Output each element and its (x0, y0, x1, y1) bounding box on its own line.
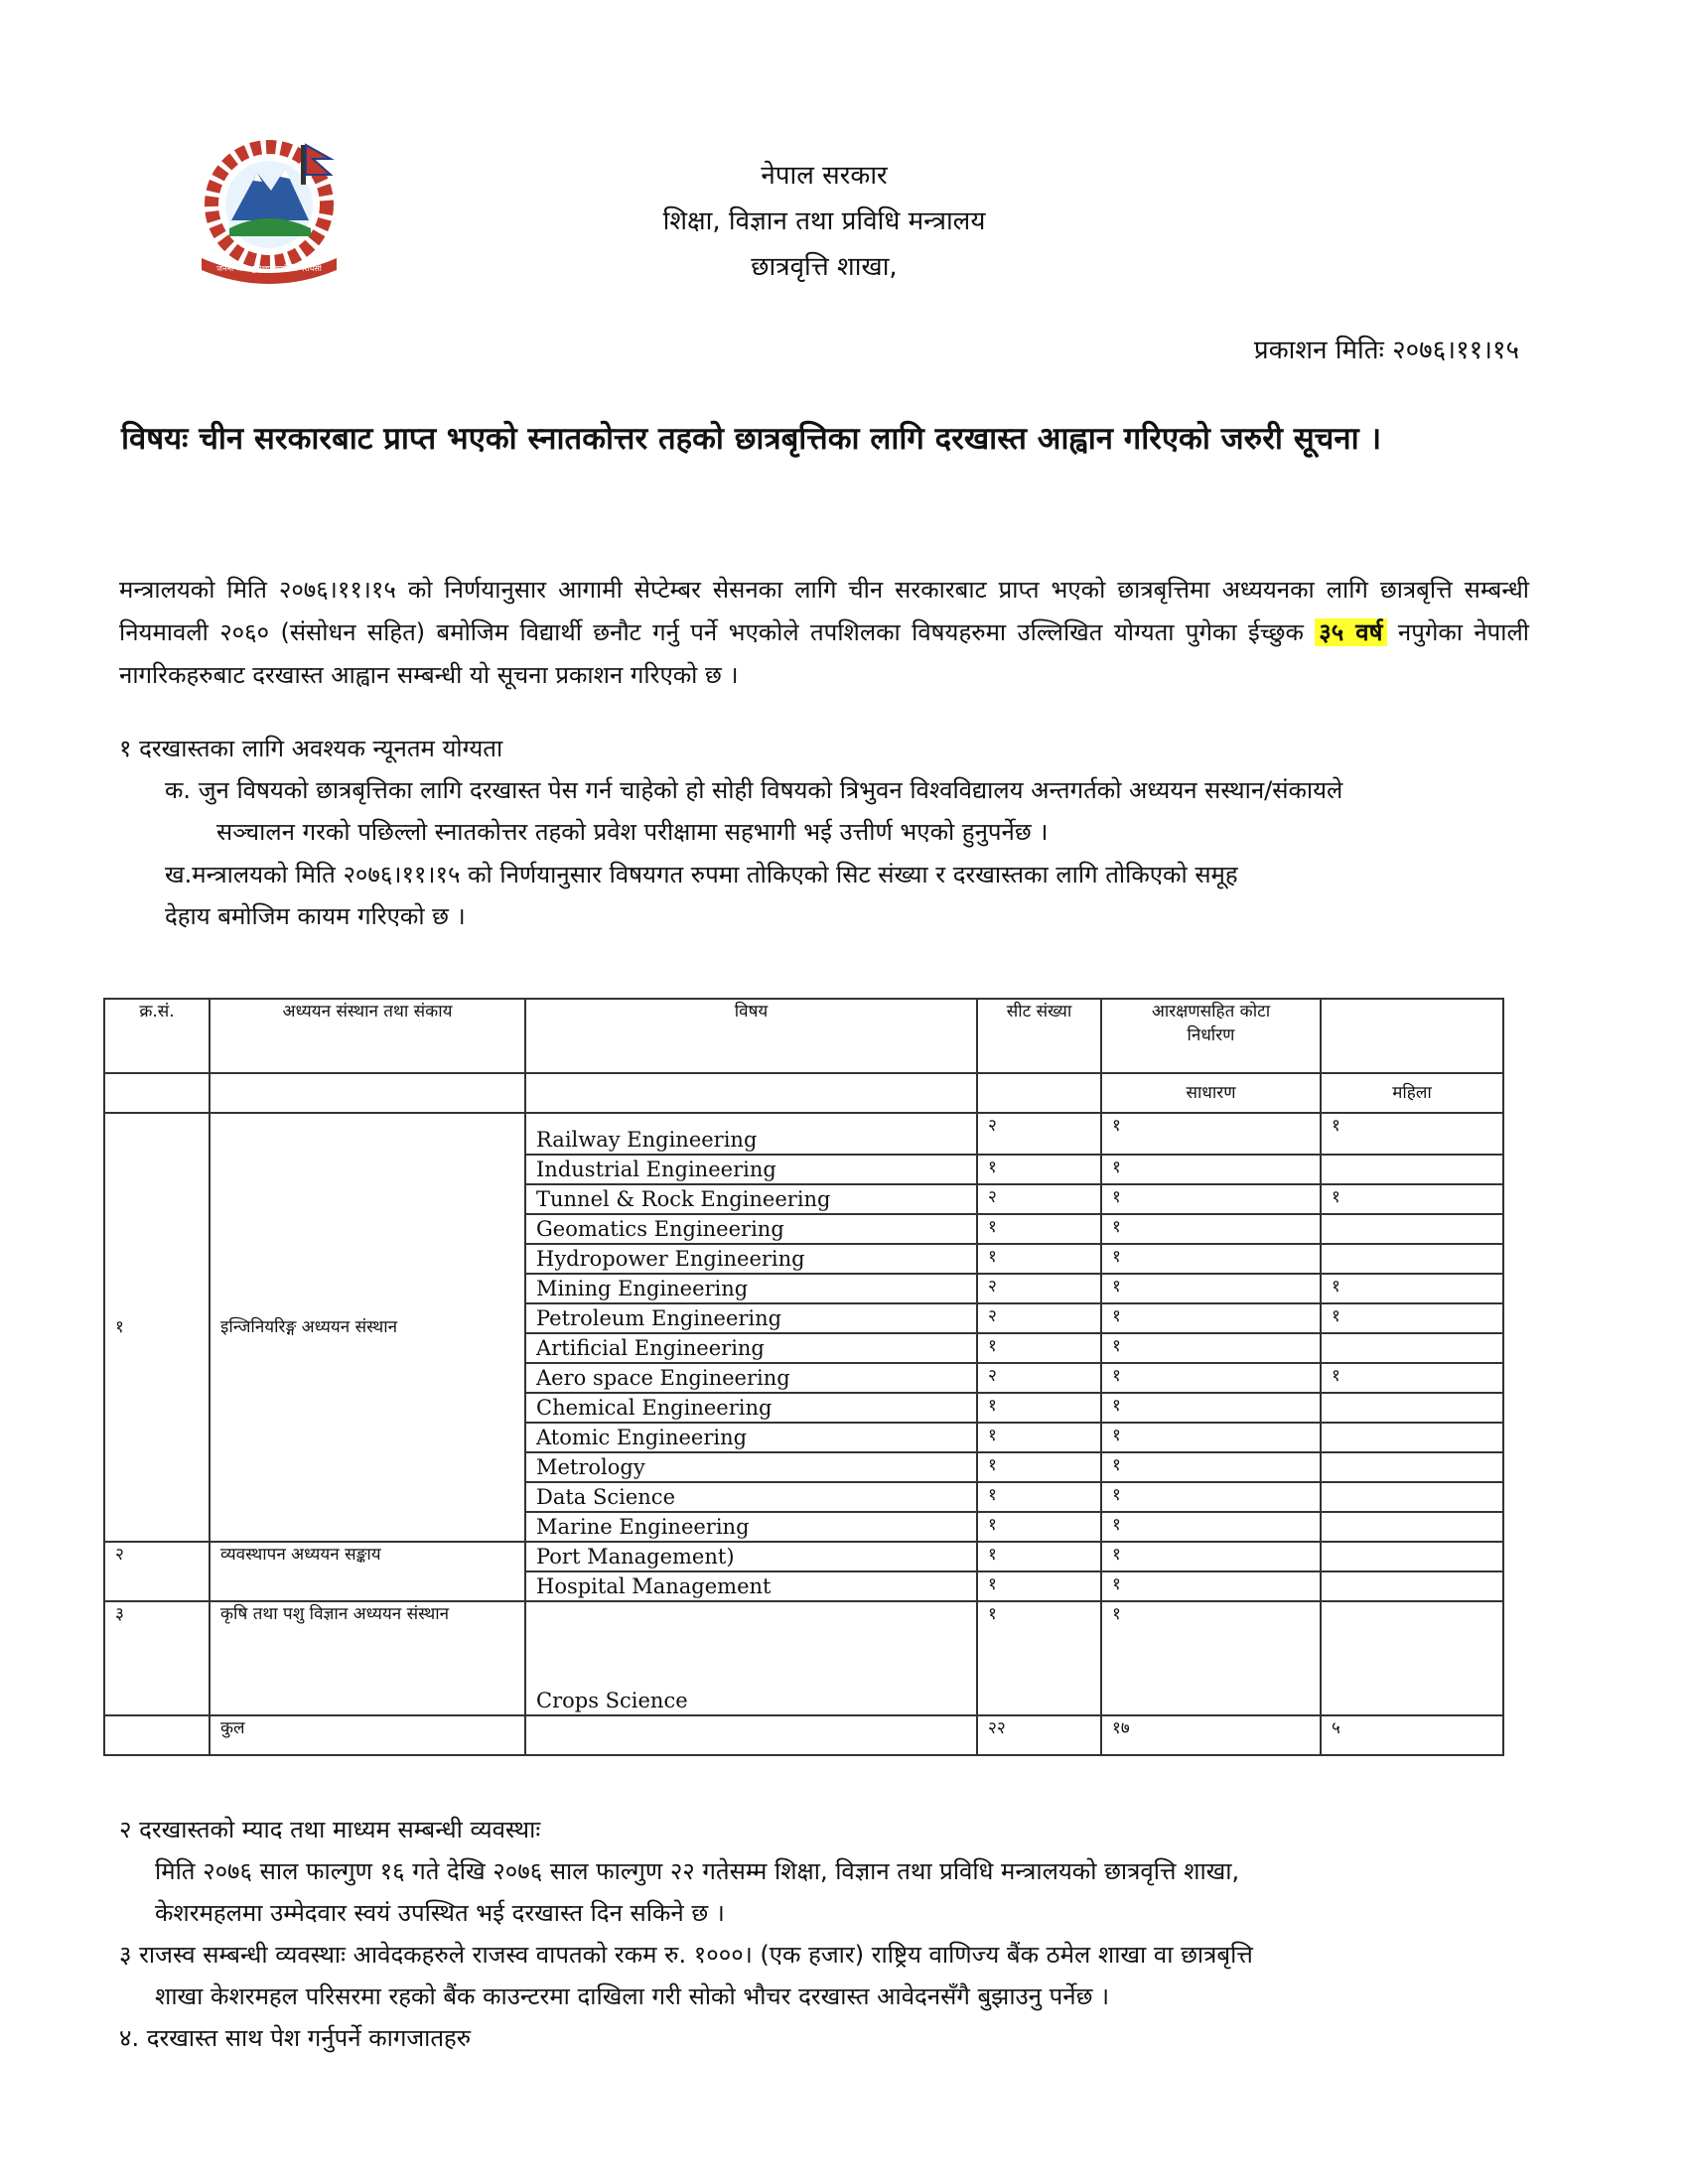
row-general: १ (1101, 1155, 1321, 1184)
row-general: १ (1101, 1363, 1321, 1393)
row-subject: Artificial Engineering (525, 1333, 977, 1363)
header-female: महिला (1321, 1073, 1503, 1113)
row-female (1321, 1333, 1503, 1363)
clause-kha-line2: देहाय बमोजिम कायम गरिएको छ । (165, 902, 466, 930)
row-subject: Petroleum Engineering (525, 1303, 977, 1333)
row-general: १ (1101, 1512, 1321, 1542)
header-general: साधारण (1101, 1073, 1321, 1113)
row-subject: Mining Engineering (525, 1274, 977, 1303)
section-2-line1: मिति २०७६ साल फाल्गुण १६ गते देखि २०७६ साल फाल्गुण २२ गतेसम्म शिक्षा, विज्ञान तथा प्रविधि मन्त्रालयको छात्रवृत्ति शाखा, (155, 1857, 1240, 1885)
row-subject: Hospital Management (525, 1571, 977, 1601)
row-female (1321, 1244, 1503, 1274)
intro-text-before: मन्त्रालयको मिति २०७६।११।१५ को निर्णयानुसार आगामी सेप्टेम्बर सेसनका लागि चीन सरकारबाट प्राप्त भएको छात्रबृत्तिमा अध्ययनका लागि छात्रबृत्ति सम्बन्धी नियमावली २०६० (संसोधन सहित) बमोजिम विद्यार्थी छनौट गर्नु पर्ने भएकोले तपशिलका विषयहरुमा उल्लिखित योग्यता पुगेका ईच्छुक (119, 576, 1529, 646)
group-institute: व्यवस्थापन अध्ययन सङ्काय (210, 1542, 525, 1601)
row-seats: १ (977, 1452, 1101, 1482)
row-general: १ (1101, 1244, 1321, 1274)
section-1-heading: १ दरखास्तका लागि अवश्यक न्यूनतम योग्यता (119, 735, 503, 762)
intro-paragraph (119, 569, 1529, 697)
row-seats: १ (977, 1214, 1101, 1244)
table-total-row (104, 1715, 1503, 1755)
row-subject: Data Science (525, 1482, 977, 1512)
row-seats: २ (977, 1184, 1101, 1214)
row-female: १ (1321, 1303, 1503, 1333)
row-seats: १ (977, 1512, 1101, 1542)
row-seats: १ (977, 1333, 1101, 1363)
header-sn: क्र.सं. (104, 999, 210, 1073)
total-female: ५ (1321, 1715, 1503, 1755)
header-quota: आरक्षणसहित कोटा निर्धारण (1101, 999, 1321, 1073)
row-female (1321, 1214, 1503, 1244)
section-4-heading: ४. दरखास्त साथ पेश गर्नुपर्ने कागजातहरु (119, 2024, 472, 2052)
row-general: १ (1101, 1542, 1321, 1571)
row-female (1321, 1512, 1503, 1542)
row-seats: १ (977, 1393, 1101, 1423)
row-female (1321, 1155, 1503, 1184)
row-seats: २ (977, 1113, 1101, 1155)
table-subheader-row (104, 1073, 1503, 1113)
row-female: १ (1321, 1184, 1503, 1214)
section-3-line2: शाखा केशरमहल परिसरमा रहको बैंक काउन्टरमा दाखिला गरी सोको भौचर दरखास्त आवेदनसँगै बुझाउनु पर्नेछ । (155, 1982, 1110, 2010)
row-seats: २ (977, 1274, 1101, 1303)
table-row (104, 1113, 1503, 1155)
row-general: १ (1101, 1303, 1321, 1333)
row-subject: Geomatics Engineering (525, 1214, 977, 1244)
ministry-name: शिक्षा, विज्ञान तथा प्रविधि मन्त्रालय (662, 206, 986, 236)
header-institute: अध्ययन संस्थान तथा संकाय (210, 999, 525, 1073)
row-female (1321, 1423, 1503, 1452)
row-general: १ (1101, 1601, 1321, 1715)
row-seats: १ (977, 1244, 1101, 1274)
row-subject: Atomic Engineering (525, 1423, 977, 1452)
header-seats: सीट संख्या (977, 999, 1101, 1073)
row-subject: Industrial Engineering (525, 1155, 977, 1184)
row-seats: १ (977, 1542, 1101, 1571)
row-general: १ (1101, 1333, 1321, 1363)
group-institute: इन्जिनियरिङ्ग अध्ययन संस्थान (210, 1113, 525, 1542)
row-general: १ (1101, 1274, 1321, 1303)
row-female (1321, 1571, 1503, 1601)
row-seats: १ (977, 1423, 1101, 1452)
svg-text:जननी जन्मभूमिश्च स्वर्गादपि गर: जननी जन्मभूमिश्च स्वर्गादपि गरीयसी (216, 264, 322, 273)
table-header-row (104, 999, 1503, 1073)
row-seats: २ (977, 1363, 1101, 1393)
group-sn: २ (104, 1542, 210, 1601)
notice-subject: विषयः चीन सरकारबाट प्राप्त भएको स्नातकोत्तर तहको छात्रबृत्तिका लागि दरखास्त आह्वान गरिएको जरुरी सूचना । (121, 421, 1382, 457)
group-sn: ३ (104, 1601, 210, 1715)
row-female: १ (1321, 1363, 1503, 1393)
row-general: १ (1101, 1393, 1321, 1423)
total-general: १७ (1101, 1715, 1321, 1755)
section-name: छात्रवृत्ति शाखा, (751, 252, 898, 282)
row-subject: Hydropower Engineering (525, 1244, 977, 1274)
row-female (1321, 1482, 1503, 1512)
row-subject: Port Management) (525, 1542, 977, 1571)
total-label: कुल (210, 1715, 525, 1755)
row-female (1321, 1452, 1503, 1482)
header-subject: विषय (525, 999, 977, 1073)
section-2-line2: केशरमहलमा उम्मेदवार स्वयं उपस्थित भई दरखास्त दिन सकिने छ । (155, 1899, 725, 1927)
intro-text-after: नपुगेका नेपाली नागरिकहरुबाट दरखास्त आह्वान सम्बन्धी यो सूचना प्रकाशन गरिएको छ । (119, 618, 1529, 689)
row-subject: Metrology (525, 1452, 977, 1482)
gov-name: नेपाल सरकार (761, 161, 888, 191)
row-general: १ (1101, 1571, 1321, 1601)
row-seats: २ (977, 1303, 1101, 1333)
seat-distribution-table (103, 998, 1504, 1756)
row-seats: १ (977, 1482, 1101, 1512)
row-general: १ (1101, 1423, 1321, 1452)
row-female (1321, 1601, 1503, 1715)
row-general: १ (1101, 1482, 1321, 1512)
row-general: १ (1101, 1214, 1321, 1244)
row-female (1321, 1542, 1503, 1571)
row-seats: १ (977, 1571, 1101, 1601)
row-subject: Marine Engineering (525, 1512, 977, 1542)
row-general: १ (1101, 1113, 1321, 1155)
row-subject: Tunnel & Rock Engineering (525, 1184, 977, 1214)
row-subject: Chemical Engineering (525, 1393, 977, 1423)
row-seats: १ (977, 1601, 1101, 1715)
clause-ka-line1: क. जुन विषयको छात्रबृत्तिका लागि दरखास्त पेस गर्न चाहेको हो सोही विषयको त्रिभुवन विश्वविद्यालय अन्तगर्तको अध्ययन सस्थान/संकायले (165, 776, 1343, 804)
row-female: १ (1321, 1113, 1503, 1155)
row-seats: १ (977, 1155, 1101, 1184)
group-sn: १ (104, 1113, 210, 1542)
table-row (104, 1542, 1503, 1571)
header-empty (1321, 999, 1503, 1073)
table-row (104, 1601, 1503, 1715)
row-subject: Crops Science (525, 1601, 977, 1715)
row-general: १ (1101, 1184, 1321, 1214)
section-2-heading: २ दरखास्तको म्याद तथा माध्यम सम्बन्धी व्यवस्थाः (119, 1816, 541, 1843)
section-3-line1: ३ राजस्व सम्बन्धी व्यवस्थाः आवेदकहरुले राजस्व वापतको रकम रु. १०००। (एक हजार) राष्ट्रिय वाणिज्य बैंक ठमेल शाखा वा छात्रबृत्ति (119, 1941, 1253, 1969)
clause-kha-line1: ख.मन्त्रालयको मिति २०७६।११।१५ को निर्णयानुसार विषयगत रुपमा तोकिएको सिट संख्या र दरखास्तका लागि तोकिएको समूह (165, 861, 1238, 888)
publication-date: प्रकाशन मितिः २०७६।११।१५ (1253, 336, 1519, 365)
row-female (1321, 1393, 1503, 1423)
clause-ka-line2: सञ्चालन गरको पछिल्लो स्नातकोत्तर तहको प्रवेश परीक्षामा सहभागी भई उत्तीर्ण भएको हुनुपर्नेछ । (216, 818, 1049, 846)
age-limit-highlight: ३५ वर्ष (1315, 618, 1386, 646)
row-subject: Railway Engineering (525, 1113, 977, 1155)
group-institute: कृषि तथा पशु विज्ञान अध्ययन संस्थान (210, 1601, 525, 1715)
row-female: १ (1321, 1274, 1503, 1303)
total-seats: २२ (977, 1715, 1101, 1755)
row-subject: Aero space Engineering (525, 1363, 977, 1393)
row-general: १ (1101, 1452, 1321, 1482)
